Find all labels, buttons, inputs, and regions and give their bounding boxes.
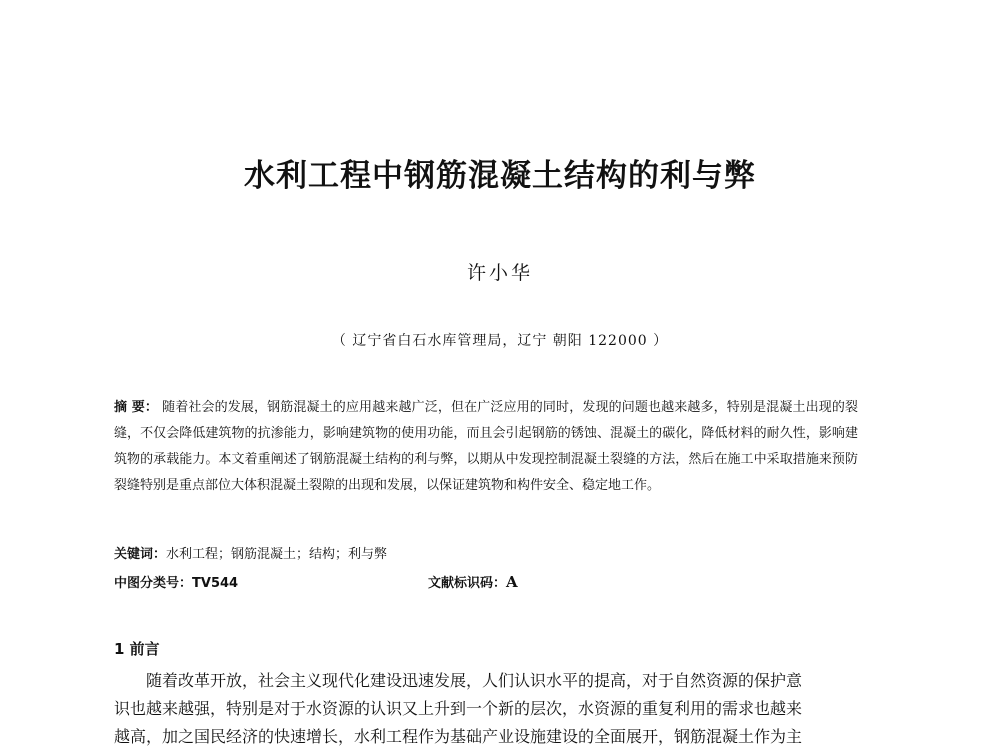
keywords-label: 关键词： (114, 547, 167, 562)
section-heading: 1 前言 (114, 640, 160, 658)
clc-value: TV544 (192, 576, 239, 591)
keywords-line (114, 543, 858, 562)
body-line: 越高，加之国民经济的快速增长，水利工程作为基础产业设施建设的全面展开，钢筋混凝土作为主 (114, 727, 803, 746)
clc-label: 中图分类号： (114, 576, 193, 591)
document-code (428, 572, 518, 591)
body-line: 识也越来越强，特别是对于水资源的认识又上升到一个新的层次，水资源的重复利用的需求也越来 (114, 699, 803, 718)
author-affiliation: （ 辽宁省白石水库管理局，辽宁 朝阳 122000 ） (331, 333, 669, 349)
abstract-text: 随着社会的发展，钢筋混凝土的应用越来越广泛，但在广泛应用的同时，发现的问题也越来越多，特别是混凝土出现的裂缝，不仅会降低建筑物的抗渗能力，影响建筑物的使用功能，而且会引起钢筋的锈蚀、混凝土的碳化，降低材料的耐久性，影响建筑物的承载能力。本文着重阐述了钢筋混凝土结构的利与弊，以期从中发现控制混凝土裂缝的方法，然后在施工中采取措施来预防裂缝特别是重点部位大体积混凝土裂隙的出现和发展，以保证建筑物和构件安全、稳定地工作。 (114, 400, 858, 493)
abstract-label: 摘 要： (114, 400, 159, 415)
author-name: 许小华 (466, 262, 533, 284)
doc-code-value: A (506, 573, 518, 591)
doc-code-label: 文献标识码： (428, 576, 507, 591)
body-line: 随着改革开放，社会主义现代化建设迅速发展，人们认识水平的提高，对于自然资源的保护意 (146, 671, 803, 690)
classification-line (114, 572, 858, 591)
abstract (114, 395, 858, 499)
section-body (114, 667, 860, 751)
paper-title: 水利工程中钢筋混凝土结构的利与弊 (244, 158, 756, 194)
keywords-text: 水利工程；钢筋混凝土；结构；利与弊 (166, 547, 388, 562)
